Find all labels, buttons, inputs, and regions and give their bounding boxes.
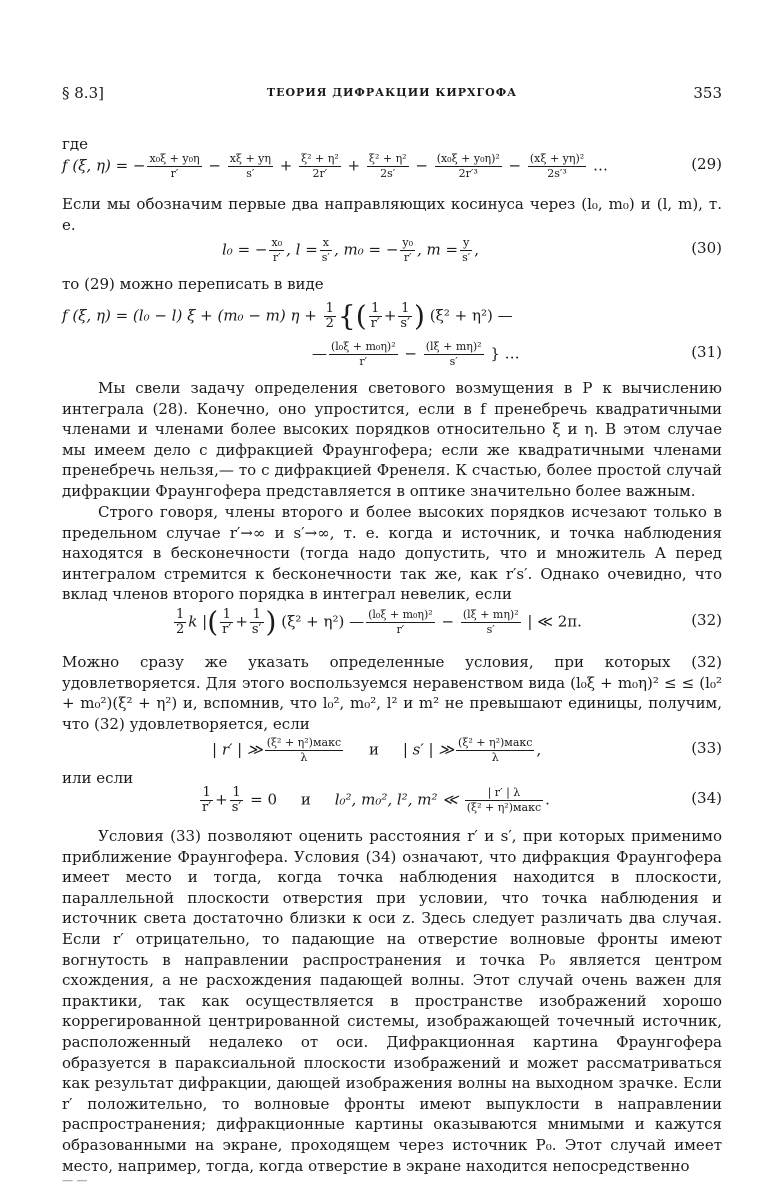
section-number: § 8.3]	[62, 84, 104, 102]
chapter-title: ТЕОРИЯ ДИФРАКЦИИ КИРХГОФА	[266, 86, 518, 99]
equation-number: (34)	[691, 789, 722, 807]
equation-number: (33)	[691, 739, 722, 757]
paragraph: Если мы обозначим первые два направляющих косинуса через (l₀, m₀) и (l, m), т. е.	[62, 195, 722, 234]
equation-number: (31)	[691, 343, 722, 361]
running-header	[62, 84, 722, 108]
equation-number: (30)	[691, 239, 722, 257]
paragraph: Мы свели задачу определения светового возмущения в P к вычислению интеграла (28). Конечно, оно упростится, если в f пренебречь квадратичными членами и членами более высоких порядков относительно ξ и η. В этом случае мы имеем дело с дифракцией Фраунгофера; если же квадратичными членами пренебречь нельзя,— то с дифракцией Френеля. К счастью, более простой случай дифракции Фраунгофера представляется в оптике значительно более важным.	[62, 379, 722, 500]
or-if-text: или если	[62, 769, 134, 787]
paragraph: Условия (33) позволяют оценить расстояния r′ и s′, при которых применимо приближение Фраунгофера. Условия (34) означают, что дифракция Фраунгофера имеет место и тогда, когда точка наблюдения находится в плоскости, параллельной плоскости отверстия при условии, что точка наблюдения и источник света достаточно близки к оси z. Здесь следует различать два случая. Если r′ отрицательно, то падающие на отверстие волновые фронты имеют вогнутость в направлении распространения и точка P₀ является центром схождения, а не расхождения падающей волны. Этот случай очень важен для практики, так как осуществляется в пространстве изображений хорошо коррегированной центрированной системы, изображающей точечный источник, расположенный недалеко от оси. Дифракционная картина Фраунгофера образуется в параксиальной плоскости изображений и может рассматриваться как результат дифракции, дающей изображения волны на выходном зрачке. Если r′ положительно, то волновые фронты имеют выпуклости в направлении распространения; дифракционные картины оказываются мнимыми и кажутся образованными на экране, проходящем через источник P₀. Этот случай имеет место, например, тогда, когда отверстие в экране находится непосредственно	[62, 827, 722, 1175]
page-number: 353	[693, 84, 722, 102]
paragraph: Строго говоря, члены второго и более высоких порядков исчезают только в предельном случае r′→∞ и s′→∞, т. е. когда и источник, и точка наблюдения находятся в бесконечности (тогда надо допустить, что и множитель A перед интегралом стремится к бесконечности так же, как r′s′. Однако очевидно, что вклад членов второго порядка в интеграл невелик, если	[62, 503, 722, 604]
book-page: § 8.3] ТЕОРИЯ ДИФРАКЦИИ КИРХГОФА 353 где f (ξ, η) = − $\frac{\text{x₀ξ + y₀η}}{r'}$ − $\frac{x\xi + y\eta}{s'}$ + $\frac{\text{ξ² + η²}}{2r'}$ + $\frac{\text{ξ² + η²}}{2s'}$ − $\frac{\text{(x₀ξ + y₀η)²}}{\text{2r′³}}$ − $\frac{\text{(xξ + yη)²}}{\text{2s′³}}$ … (29) Если мы обозначим первые два направляющих косинуса через (l₀, m₀) и (l, m), т. е. l₀ = − $\frac{\text{x₀}}{r'}$ , l = $\frac{x}{s'}$ , m₀ = − $\frac{\text{y₀}}{r'}$ , m = $\frac{y}{s'}$ , (30) то (29) можно переписать в виде f (ξ, η) = (l₀ − l) ξ + (m₀ − m) η + $\frac{1}{2}$ {( $\frac{1}{r'}$ + $\frac{1}{s'}$ ) (ξ² + η²) — — $\frac{\text{(l₀ξ + m₀η)²}}{r'}$ − $\frac{\text{(lξ + mη)²}}{s'}$ } … (31) Мы свели задачу определения светового возмущения в P к вычислению интеграла (28). Конечно, оно упростится, если в f пренебречь квадратичными членами и членами более высоких порядков относительно ξ и η. В этом случае мы имеем дело с дифракцией Фраунгофера; если же квадратичными членами пренебречь нельзя,— то с дифракцией Френеля. К счастью, более простой случай дифракции Фраунгофера представляется в оптике значительно более важным. Строго говоря, члены второго и более высоких порядков исчезают только в предельном случае r′→∞ и s′→∞, т. е. когда и источник, и точка наблюдения находятся в бесконечности (тогда надо допустить, что и множитель A перед интегралом стремится к бесконечности так же, как r′s′. Однако очевидно, что вклад членов второго порядка в интеграл невелик, если $\frac{1}{2}$ k |( $\frac{1}{r'}$ + $\frac{1}{s'}$ ) (ξ² + η²) — $\frac{\text{(l₀ξ + m₀η)²}}{r'}$ − $\frac{\text{(lξ + mη)²}}{s'}$ | ≪ 2π. (32) Можно сразу же указать определенные условия, при которых (32) удовлетворяется. Для этого воспользуемся неравенством вида (l₀ξ + m₀η)² ≤ ≤ (l₀² + m₀²)(ξ² + η²) и, вспомнив, что l₀², m₀², l² и m² не превышают единицы, получим, что (32) удовлетворяется, если | r′ | ≫ $\frac{\text{(ξ² + η²)макс}}{\lambda}$ и | s′ | ≫ $\frac{\text{(ξ² + η²)макс}}{\lambda}$ , (33) или если $\frac{1}{r'}$ + $\frac{1}{s'}$ = 0 и l₀², m₀², l², m² ≪ $\frac{| r' | \lambda}{\text{(ξ² + η²)макс}}$ . (34) Условия (33) позволяют оценить расстояния r′ и s′, при которых применимо приближение Фраунгофера. Условия (34) означают, что дифракция Фраунгофера имеет место и тогда, когда точка наблюдения находится в плоскости, параллельной плоскости отверстия при условии, что точка наблюдения и источник света достаточно близки к оси z. Здесь следует различать два случая. Если r′ отрицательно, то падающие на отверстие волновые фронты имеют вогнутость в направлении распространения и точка P₀ является центром схождения, а не расхождения падающей волны. Этот случай очень важен для практики, так как осуществляется в пространстве изображений хорошо коррегированной центрированной системы, изображающей точечный источник, расположенный недалеко от оси. Дифракционная картина Фраунгофера образуется в параксиальной плоскости изображений и может рассматриваться как результат дифракции, дающей изображения волны на выходном зрачке. Если r′ положительно, то волновые фронты имеют выпуклости в направлении распространения; дифракционные картины оказываются мнимыми и кажутся образованными на экране, проходящем через источник P₀. Этот случай имеет место, например, тогда, когда отверстие в экране находится непосредственно — —	[62, 84, 722, 1187]
footer-mark: — —	[62, 1174, 88, 1187]
equation-number: (29)	[691, 155, 722, 173]
equation-number: (32)	[691, 611, 722, 629]
where-word: где	[62, 135, 88, 153]
paragraph: Можно сразу же указать определенные условия, при которых (32) удовлетворяется. Для этого воспользуемся неравенством вида (l₀ξ + m₀η)² ≤ ≤ (l₀² + m₀²)(ξ² + η²) и, вспомнив, что l₀², m₀², l² и m² не превышают единицы, получим, что (32) удовлетворяется, если	[62, 653, 722, 733]
paragraph: то (29) можно переписать в виде	[62, 275, 324, 293]
